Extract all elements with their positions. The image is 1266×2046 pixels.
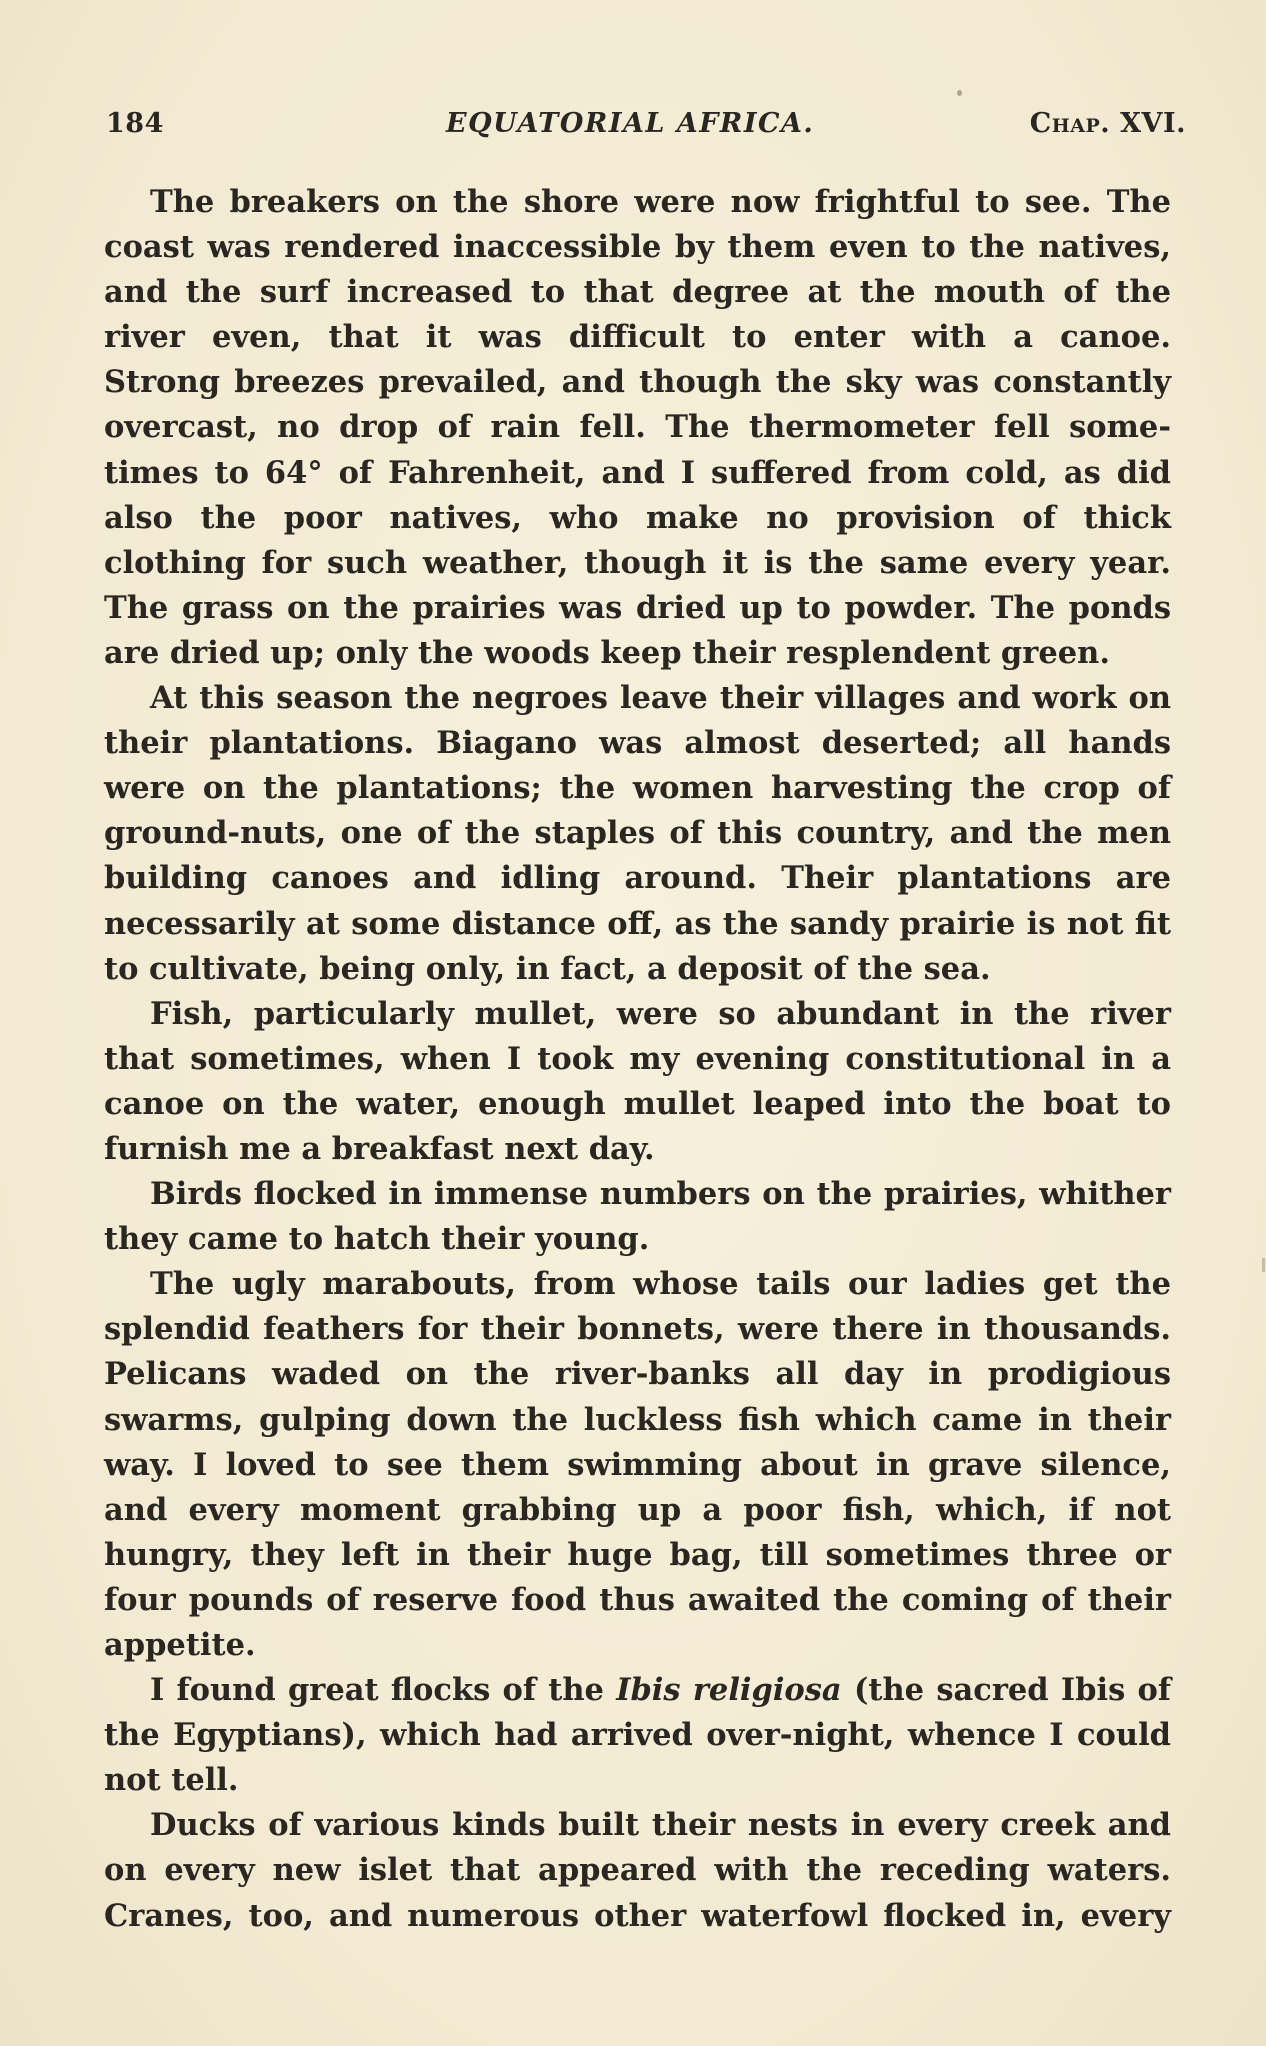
text-line: way. I loved to see them swimming about in grave silence, xyxy=(104,1446,1171,1483)
chapter-prefix: Chap. xyxy=(1029,108,1111,139)
text-line: Cranes, too, and numerous other waterfowl flocked in, every xyxy=(104,1897,1171,1934)
running-head xyxy=(106,108,1186,148)
text-line: were on the plantations; the women harvesting the crop of xyxy=(104,770,1171,807)
text-line: times to 64° of Fahrenheit, and I suffered from cold, as did xyxy=(104,454,1171,491)
text-line: river even, that it was difficult to enter with a canoe. xyxy=(104,319,1171,356)
text-line: their plantations. Biagano was almost deserted; all hands xyxy=(104,725,1171,762)
text-line: not tell. xyxy=(104,1762,239,1799)
text-line: building canoes and idling around. Their plantations are xyxy=(104,860,1171,897)
text-line: Birds flocked in immense numbers on the prairies, whither xyxy=(150,1176,1171,1213)
text-line: that sometimes, when I took my evening constitutional in a xyxy=(104,1040,1171,1077)
text-line: hungry, they left in their huge bag, till sometimes three or xyxy=(104,1536,1171,1573)
text-line: furnish me a breakfast next day. xyxy=(104,1130,655,1167)
text-line: canoe on the water, enough mullet leaped into the boat to xyxy=(104,1085,1171,1122)
chapter-number: XVI. xyxy=(1120,108,1186,139)
text-line: The grass on the prairies was dried up to powder. The ponds xyxy=(104,589,1171,626)
text-line-ibis xyxy=(104,1668,1171,1713)
chapter-label xyxy=(1030,108,1186,139)
ibis-before: I found great flocks of the xyxy=(150,1672,617,1709)
ink-speck xyxy=(957,90,962,96)
text-line: to cultivate, being only, in fact, a deposit of the sea. xyxy=(104,950,991,987)
text-line: and every moment grabbing up a poor fish, which, if not xyxy=(104,1491,1171,1528)
text-line: Ducks of various kinds built their nests in every creek and xyxy=(150,1807,1171,1844)
text-line: overcast, no drop of rain fell. The thermometer fell some- xyxy=(104,409,1171,446)
text-line: splendid feathers for their bonnets, were there in thousands. xyxy=(104,1311,1171,1348)
text-line: clothing for such weather, though it is the same every year. xyxy=(104,544,1171,581)
text-line: swarms, gulping down the luckless fish which came in their xyxy=(104,1401,1171,1438)
text-line: appetite. xyxy=(104,1627,256,1663)
ibis-species-name: Ibis religiosa xyxy=(616,1672,842,1709)
ibis-after: (the sacred Ibis of xyxy=(841,1672,1171,1709)
text-line: Fish, particularly mullet, were so abundant in the river xyxy=(150,995,1171,1032)
text-line xyxy=(104,1713,1171,1758)
text-line: coast was rendered inaccessible by them even to the natives, xyxy=(104,229,1171,266)
text-line: are dried up; only the woods keep their resplendent green. xyxy=(104,634,1110,671)
running-title: EQUATORIAL AFRICA. xyxy=(446,108,815,139)
text-line: Strong breezes prevailed, and though the sky was constantly xyxy=(104,364,1171,401)
text-line: they came to hatch their young. xyxy=(104,1221,650,1258)
text-line: four pounds of reserve food thus awaited the coming of their xyxy=(104,1581,1171,1618)
text-line: and the surf increased to that degree at the mouth of the xyxy=(104,274,1171,311)
text-line: on every new islet that appeared with the receding waters. xyxy=(104,1852,1171,1889)
text-line: Pelicans waded on the river-banks all day in prodigious xyxy=(104,1356,1171,1393)
text-line: necessarily at some distance off, as the sandy prairie is not fit xyxy=(104,905,1171,942)
ibis-line2-prefix: the xyxy=(104,1717,174,1754)
body-text xyxy=(104,180,1171,1939)
text-line: The breakers on the shore were now frightful to see. The xyxy=(150,184,1171,220)
text-line: The ugly marabouts, from whose tails our ladies get the xyxy=(150,1266,1171,1303)
text-line: At this season the negroes leave their villages and work on xyxy=(150,680,1171,717)
ibis-line2-rest: Egyptians), which had arrived over-night, whence I could xyxy=(173,1717,1171,1754)
page-number: 184 xyxy=(106,108,164,139)
text-line: also the poor natives, who make no provision of thick xyxy=(104,499,1171,536)
edge-mark xyxy=(1262,1258,1265,1272)
text-line: ground-nuts, one of the staples of this country, and the men xyxy=(104,815,1171,852)
